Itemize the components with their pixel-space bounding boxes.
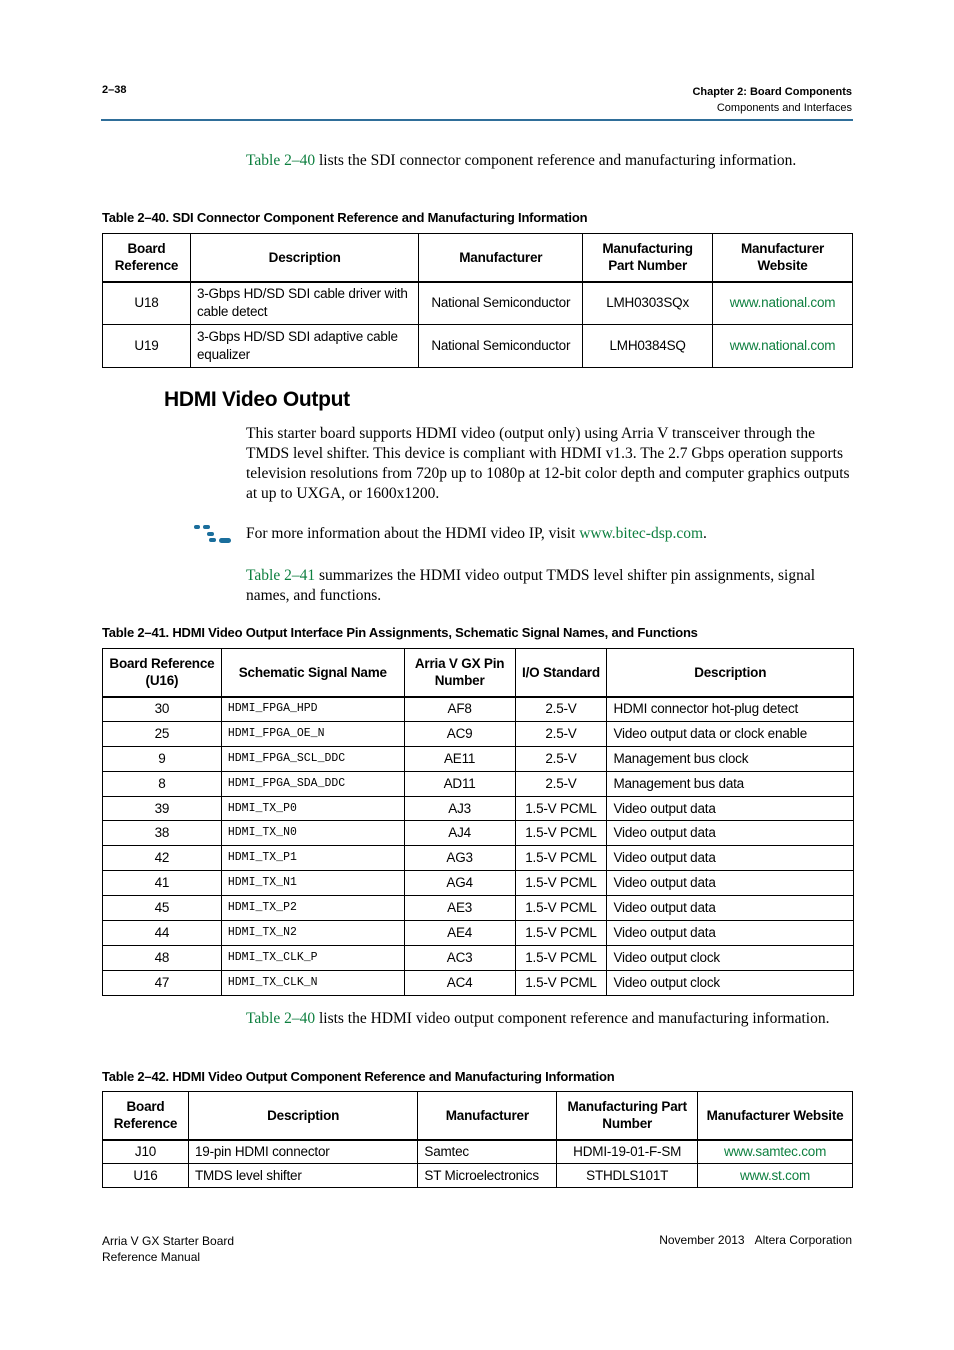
footer-date: November 2013 bbox=[659, 1233, 745, 1247]
table-cell: HDMI connector hot-plug detect bbox=[607, 697, 854, 722]
table-cell: 1.5-V PCML bbox=[515, 871, 607, 896]
table-cell: Video output clock bbox=[607, 970, 854, 995]
table-header-cell: Manufacturer bbox=[419, 234, 583, 282]
table-cell: 38 bbox=[103, 821, 222, 846]
summary-text: summarizes the HDMI video output TMDS level shifter pin assignments, signal names, and functions. bbox=[246, 567, 816, 604]
chapter-title: Chapter 2: Board Components bbox=[692, 86, 852, 98]
table-header-cell: Manufacturer bbox=[418, 1092, 557, 1140]
table-cell: National Semiconductor bbox=[419, 282, 583, 325]
table-cell: AE4 bbox=[404, 921, 515, 946]
table-cell: AC3 bbox=[404, 945, 515, 970]
table-row bbox=[103, 746, 854, 771]
table-row bbox=[103, 721, 854, 746]
signal-name-cell: HDMI_TX_N2 bbox=[221, 921, 404, 946]
table-header-cell: Description bbox=[188, 1092, 417, 1140]
table-cell: 8 bbox=[103, 771, 222, 796]
website-link[interactable]: www.national.com bbox=[729, 295, 836, 311]
table-cell: AG3 bbox=[404, 846, 515, 871]
table-cell: Video output data bbox=[607, 821, 854, 846]
signal-name-cell: HDMI_TX_N1 bbox=[221, 871, 404, 896]
table-41 bbox=[102, 648, 854, 996]
table-cell: U18 bbox=[103, 282, 191, 325]
summary-paragraph bbox=[246, 566, 852, 606]
table-cell: 30 bbox=[103, 697, 222, 722]
table-row bbox=[103, 771, 854, 796]
table-row bbox=[103, 796, 854, 821]
footer-title bbox=[102, 1233, 234, 1265]
table-cell: 1.5-V PCML bbox=[515, 945, 607, 970]
table-cell: AE11 bbox=[404, 746, 515, 771]
table-cell: 9 bbox=[103, 746, 222, 771]
table-cell: 44 bbox=[103, 921, 222, 946]
table-header-cell: Manufacturing Part Number bbox=[557, 1092, 698, 1140]
table-cell: Video output data bbox=[607, 871, 854, 896]
signal-name-cell: HDMI_TX_P0 bbox=[221, 796, 404, 821]
footer-company: Altera Corporation bbox=[754, 1233, 852, 1247]
table-cell: 3-Gbps HD/SD SDI cable driver with cable detect bbox=[190, 282, 418, 325]
table-cell: 1.5-V PCML bbox=[515, 896, 607, 921]
table-cell: 3-Gbps HD/SD SDI adaptive cable equalizer bbox=[190, 325, 418, 368]
signal-name-cell: HDMI_TX_CLK_N bbox=[221, 970, 404, 995]
table-cell: 2.5-V bbox=[515, 721, 607, 746]
table-row bbox=[103, 871, 854, 896]
table-cell: 1.5-V PCML bbox=[515, 846, 607, 871]
table-row bbox=[103, 945, 854, 970]
table-cell: ST Microelectronics bbox=[418, 1164, 557, 1188]
note-paragraph bbox=[246, 525, 707, 543]
table-cell: Video output clock bbox=[607, 945, 854, 970]
table-cell: Video output data or clock enable bbox=[607, 721, 854, 746]
table-2-40-link[interactable]: Table 2–40 bbox=[246, 1010, 316, 1027]
table-2-41-link[interactable]: Table 2–41 bbox=[246, 567, 316, 584]
table-cell: Management bus data bbox=[607, 771, 854, 796]
running-header bbox=[692, 84, 852, 116]
table-2-40-link[interactable]: Table 2–40 bbox=[246, 152, 316, 169]
table-cell: Video output data bbox=[607, 846, 854, 871]
table-header-cell: Manufacturing Part Number bbox=[583, 234, 713, 282]
table-header-cell: Manufacturer Website bbox=[698, 1092, 853, 1140]
footer-title-line2: Reference Manual bbox=[102, 1250, 201, 1264]
table-row bbox=[103, 325, 853, 368]
signal-name-cell: HDMI_FPGA_SCL_DDC bbox=[221, 746, 404, 771]
table-cell: HDMI-19-01-F-SM bbox=[557, 1140, 698, 1164]
table-42 bbox=[102, 1091, 853, 1188]
table-header-cell: Schematic Signal Name bbox=[221, 649, 404, 697]
table-cell: STHDLS101T bbox=[557, 1164, 698, 1188]
website-link[interactable]: www.samtec.com bbox=[723, 1143, 827, 1159]
table-header-cell: Manufacturer Website bbox=[713, 234, 853, 282]
hdmi-comp-intro-paragraph bbox=[246, 1009, 852, 1029]
table-cell: J10 bbox=[103, 1140, 189, 1164]
table-cell: 1.5-V PCML bbox=[515, 921, 607, 946]
table-row bbox=[103, 896, 854, 921]
hdmi-body-paragraph: This starter board supports HDMI video (output only) using Arria V transceiver through the TMDS level shifter. This device is compliant with HDMI v1.3. The 2.7 Gbps operation supports television resolutions from 720p up to 1080p at 12-bit color depth and computer graphics outputs at up to UXGA, or 1600x1200. bbox=[246, 425, 850, 502]
table-cell: LMH0303SQx bbox=[583, 282, 713, 325]
table-cell: AG4 bbox=[404, 871, 515, 896]
table-40-caption: Table 2–40. SDI Connector Component Reference and Manufacturing Information bbox=[102, 210, 588, 225]
table-header-cell: I/O Standard bbox=[515, 649, 607, 697]
table-header-cell: Board Reference bbox=[103, 1092, 189, 1140]
table-cell: TMDS level shifter bbox=[188, 1164, 417, 1188]
table-row bbox=[103, 1164, 853, 1188]
bitec-link[interactable]: www.bitec-dsp.com bbox=[579, 525, 704, 542]
table-cell: LMH0384SQ bbox=[583, 325, 713, 368]
table-row bbox=[103, 970, 854, 995]
table-cell: Management bus clock bbox=[607, 746, 854, 771]
footer-meta bbox=[659, 1233, 852, 1247]
table-cell: 1.5-V PCML bbox=[515, 821, 607, 846]
sdi-intro-paragraph bbox=[246, 151, 852, 171]
table-cell: U16 bbox=[103, 1164, 189, 1188]
table-header-cell: Description bbox=[607, 649, 854, 697]
table-cell: 1.5-V PCML bbox=[515, 970, 607, 995]
signal-name-cell: HDMI_FPGA_SDA_DDC bbox=[221, 771, 404, 796]
table-cell: Samtec bbox=[418, 1140, 557, 1164]
table-header-cell: Description bbox=[190, 234, 418, 282]
table-cell: 41 bbox=[103, 871, 222, 896]
table-row bbox=[103, 1140, 853, 1164]
table-cell: AC4 bbox=[404, 970, 515, 995]
table-41-caption: Table 2–41. HDMI Video Output Interface Pin Assignments, Schematic Signal Names, and Functions bbox=[102, 625, 698, 640]
sdi-intro-text: lists the SDI connector component reference and manufacturing information. bbox=[315, 152, 797, 169]
table-cell: 19-pin HDMI connector bbox=[188, 1140, 417, 1164]
table-row bbox=[103, 921, 854, 946]
table-40 bbox=[102, 233, 853, 368]
table-cell: AJ3 bbox=[404, 796, 515, 821]
table-cell: Video output data bbox=[607, 921, 854, 946]
table-cell: AD11 bbox=[404, 771, 515, 796]
header-divider bbox=[101, 119, 853, 121]
table-cell: 2.5-V bbox=[515, 746, 607, 771]
table-cell: Video output data bbox=[607, 796, 854, 821]
table-row bbox=[103, 697, 854, 722]
signal-name-cell: HDMI_FPGA_HPD bbox=[221, 697, 404, 722]
table-cell: AF8 bbox=[404, 697, 515, 722]
hdmi-comp-intro-text: lists the HDMI video output component reference and manufacturing information. bbox=[315, 1010, 830, 1027]
section-title: Components and Interfaces bbox=[716, 102, 852, 114]
table-cell: 42 bbox=[103, 846, 222, 871]
signal-name-cell: HDMI_FPGA_OE_N bbox=[221, 721, 404, 746]
table-cell: Video output data bbox=[607, 896, 854, 921]
table-42-caption: Table 2–42. HDMI Video Output Component Reference and Manufacturing Information bbox=[102, 1069, 615, 1084]
note-icon bbox=[193, 524, 233, 544]
table-header-cell: Board Reference bbox=[103, 234, 191, 282]
table-cell: 39 bbox=[103, 796, 222, 821]
page-number: 2–38 bbox=[102, 84, 127, 96]
table-header-cell: Board Reference (U16) bbox=[103, 649, 222, 697]
note-text: For more information about the HDMI video IP, visit bbox=[246, 525, 580, 542]
signal-name-cell: HDMI_TX_P2 bbox=[221, 896, 404, 921]
signal-name-cell: HDMI_TX_P1 bbox=[221, 846, 404, 871]
table-cell: 1.5-V PCML bbox=[515, 796, 607, 821]
signal-name-cell: HDMI_TX_N0 bbox=[221, 821, 404, 846]
table-cell: 2.5-V bbox=[515, 697, 607, 722]
footer-title-line1: Arria V GX Starter Board bbox=[102, 1234, 235, 1248]
website-link[interactable]: www.st.com bbox=[740, 1167, 811, 1183]
website-link[interactable]: www.national.com bbox=[729, 338, 836, 353]
table-cell: 48 bbox=[103, 945, 222, 970]
table-cell: 25 bbox=[103, 721, 222, 746]
table-cell: 47 bbox=[103, 970, 222, 995]
table-cell: AC9 bbox=[404, 721, 515, 746]
table-cell: 45 bbox=[103, 896, 222, 921]
table-cell: National Semiconductor bbox=[419, 325, 583, 368]
signal-name-cell: HDMI_TX_CLK_P bbox=[221, 945, 404, 970]
table-cell: U19 bbox=[103, 325, 191, 368]
table-cell: AE3 bbox=[404, 896, 515, 921]
table-row bbox=[103, 282, 853, 325]
section-heading: HDMI Video Output bbox=[164, 388, 350, 411]
table-cell: 2.5-V bbox=[515, 771, 607, 796]
table-cell: AJ4 bbox=[404, 821, 515, 846]
table-row bbox=[103, 821, 854, 846]
note-end: . bbox=[703, 525, 707, 542]
table-row bbox=[103, 846, 854, 871]
table-header-cell: Arria V GX Pin Number bbox=[404, 649, 515, 697]
